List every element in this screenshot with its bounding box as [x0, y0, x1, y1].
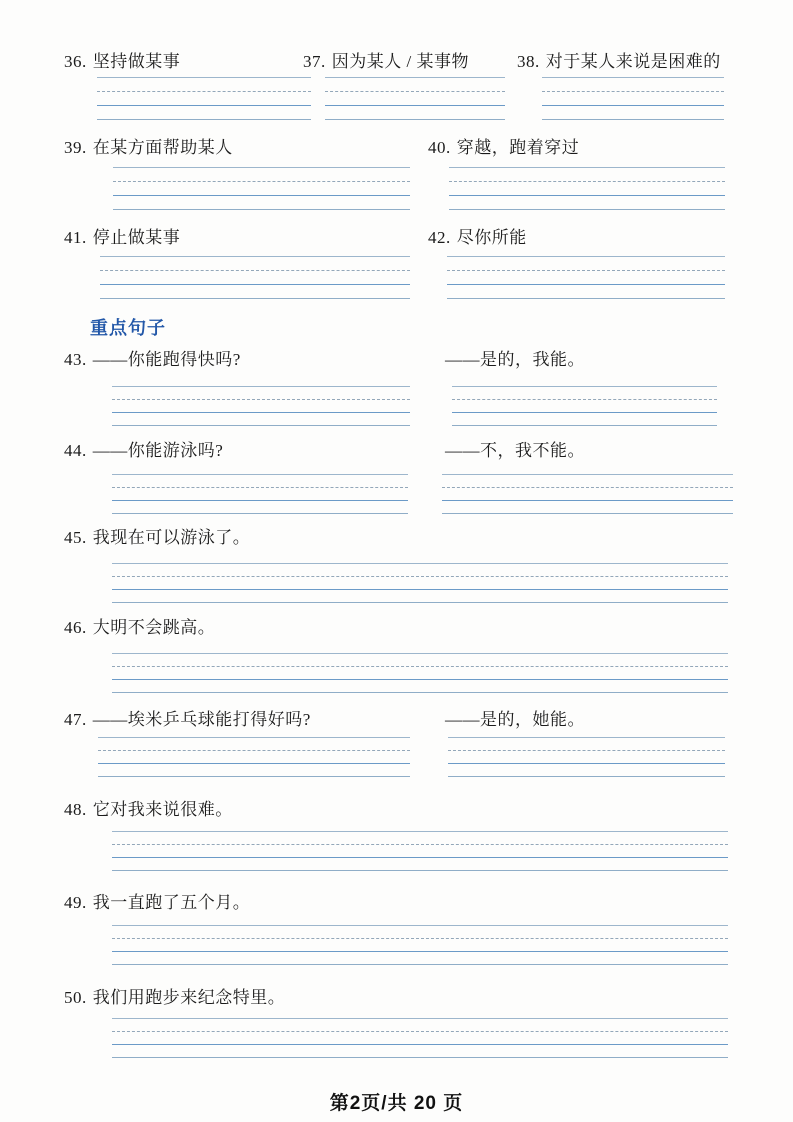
item-number: 41. [64, 228, 87, 247]
writing-lines-45 [112, 563, 728, 605]
sentence-item-43-question [64, 350, 241, 370]
item-number: 44. [64, 441, 87, 460]
item-text: 在某方面帮助某人 [92, 138, 233, 157]
writing-lines-37 [325, 77, 505, 119]
writing-lines-43-answer [452, 386, 717, 428]
phrase-item-40 [428, 138, 579, 158]
question-text: ——你能游泳吗? [92, 441, 224, 460]
item-text: 穿越，跑着穿过 [456, 138, 580, 157]
item-number: 49. [64, 893, 87, 912]
sentence-item-47-answer [445, 710, 585, 730]
sentence-item-44-question [64, 441, 223, 461]
answer-text: ——是的，她能。 [445, 710, 585, 729]
writing-lines-47-answer [448, 737, 725, 779]
phrase-item-37 [303, 52, 469, 72]
item-number: 47. [64, 710, 87, 729]
writing-lines-49 [112, 925, 728, 967]
writing-lines-39 [113, 167, 410, 209]
writing-lines-36 [97, 77, 311, 119]
sentence-text: 我现在可以游泳了。 [92, 528, 251, 547]
item-text: 对于某人来说是困难的 [545, 52, 721, 71]
writing-lines-40 [449, 167, 725, 209]
item-number: 36. [64, 52, 87, 71]
phrase-item-36 [64, 52, 180, 72]
writing-lines-44-answer [442, 474, 733, 516]
writing-lines-38 [542, 77, 724, 119]
writing-lines-47-question [98, 737, 410, 779]
sentence-item-43-answer [445, 350, 585, 370]
sentence-text: 大明不会跳高。 [92, 618, 216, 637]
writing-lines-50 [112, 1018, 728, 1060]
phrase-item-41 [64, 228, 180, 248]
item-number: 38. [517, 52, 540, 71]
page-indicator: 第2页/共 20 页 [329, 1093, 464, 1114]
writing-lines-46 [112, 653, 728, 695]
sentence-item-47-question [64, 710, 311, 730]
phrase-item-42 [428, 228, 527, 248]
item-text: 停止做某事 [92, 228, 181, 247]
question-text: ——埃米乒乓球能打得好吗? [92, 710, 311, 729]
writing-lines-41 [100, 256, 410, 298]
item-number: 48. [64, 800, 87, 819]
answer-text: ——不，我不能。 [445, 441, 585, 460]
item-number: 45. [64, 528, 87, 547]
sentence-item-50 [64, 988, 285, 1008]
item-number: 37. [303, 52, 326, 71]
writing-lines-44-question [112, 474, 408, 516]
sentence-item-49 [64, 893, 250, 913]
item-number: 43. [64, 350, 87, 369]
sentence-item-48 [64, 800, 233, 820]
phrase-item-38 [517, 52, 721, 72]
item-number: 50. [64, 988, 87, 1007]
sentence-item-46 [64, 618, 215, 638]
sentence-item-45 [64, 528, 250, 548]
item-number: 42. [428, 228, 451, 247]
sentence-item-44-answer [445, 441, 585, 461]
sentence-text: 它对我来说很难。 [92, 800, 233, 819]
section-title: 重点句子 [90, 318, 166, 338]
item-number: 46. [64, 618, 87, 637]
item-text: 尽你所能 [456, 228, 527, 247]
item-text: 因为某人 / 某事物 [331, 52, 469, 71]
phrase-item-39 [64, 138, 233, 158]
item-number: 39. [64, 138, 87, 157]
sentence-text: 我们用跑步来纪念特里。 [92, 988, 286, 1007]
item-number: 40. [428, 138, 451, 157]
writing-lines-42 [447, 256, 725, 298]
question-text: ——你能跑得快吗? [92, 350, 241, 369]
sentence-text: 我一直跑了五个月。 [92, 893, 251, 912]
item-text: 坚持做某事 [92, 52, 181, 71]
answer-text: ——是的，我能。 [445, 350, 585, 369]
writing-lines-48 [112, 831, 728, 873]
writing-lines-43-question [112, 386, 410, 428]
